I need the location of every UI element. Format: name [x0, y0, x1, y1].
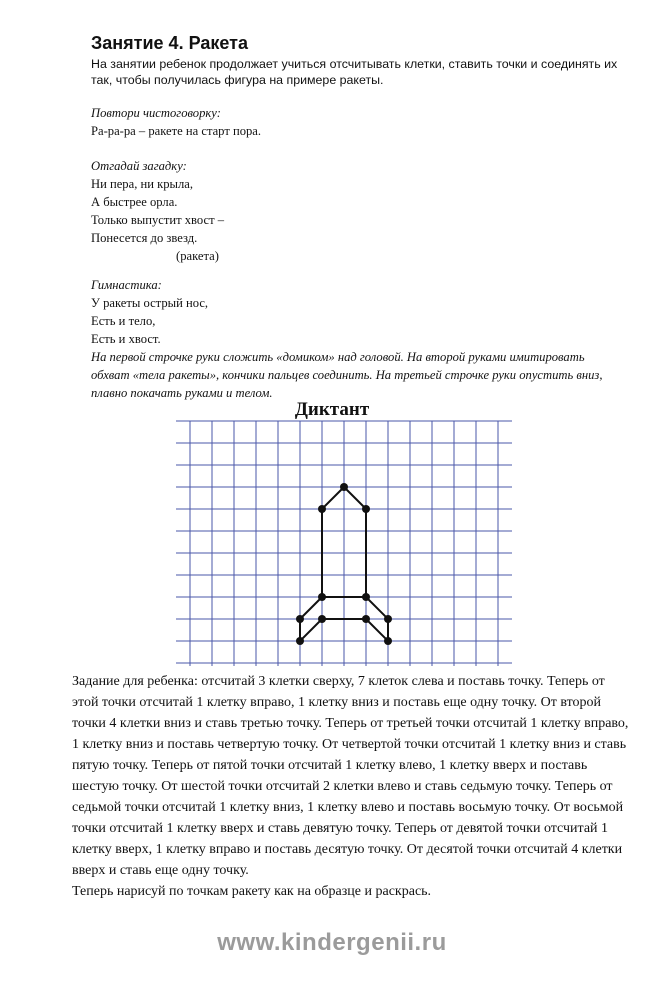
- dictant-grid: [175, 418, 515, 666]
- rocket-point: [384, 615, 392, 623]
- final-instruction: Теперь нарисуй по точкам ракету как на образце и раскрась.: [72, 884, 432, 899]
- riddle-line: Только выпустит хвост –: [91, 213, 225, 227]
- rocket-point: [384, 637, 392, 645]
- gymnastics-line: Есть и хвост.: [91, 332, 161, 346]
- dictant-title: Диктант: [294, 399, 370, 420]
- rocket-point: [362, 615, 370, 623]
- rocket-point: [296, 637, 304, 645]
- gymnastics-instructions: На первой строчке руки сложить «домиком» над головой. На второй руками имитировать обхват «тела ракеты», кончики пальцев соединить. На третьей строчке руки опустить вниз, плавно покачать руками и телом.: [91, 350, 603, 400]
- rocket-point: [318, 615, 326, 623]
- task-instructions: Задание для ребенка: отсчитай 3 клетки сверху, 7 клеток слева и поставь точку. Теперь от этой точки отсчитай 1 клетку вправо, 1 клетку вниз и поставь еще одну точку. От второй точки 4 клетки вниз и ставь третью точку. Теперь от третьей точки отсчитай 1 клетку вправо, 1 клетку вниз и поставь четвертую точку. От четвертой точки отсчитай 1 клетку вниз и ставь пятую точку. Теперь от пятой точки отсчитай 1 клетку влево, 1 клетку вверх и поставь шестую точку. От шестой точки отсчитай 2 клетки влево и ставь седьмую точку. Теперь от седьмой точки отсчитай 1 клетку вниз, 1 клетку влево и поставь восьмую точку. От восьмой точки отсчитай 1 клетку вверх и ставь девятую точку. Теперь от девятой точки отсчитай 1 клетку вверх, 1 клетку вправо и поставь десятую точку. От десятой точки отсчитай 4 клетки вверх и ставь еще одну точку.: [72, 674, 629, 878]
- tongue-twister-section: [91, 104, 261, 140]
- intro-text: На занятии ребенок продолжает учиться отсчитывать клетки, ставить точки и соединять их так, чтобы получилась фигура на примере ракеты.: [91, 57, 618, 87]
- rocket-point: [340, 483, 348, 491]
- riddle-line: Понесется до звезд.: [91, 231, 198, 245]
- riddle-answer: (ракета): [176, 249, 219, 263]
- gymnastics-section: [91, 276, 611, 402]
- riddle-section: [91, 157, 224, 265]
- rocket-point: [318, 505, 326, 513]
- riddle-heading: Отгадай загадку:: [91, 159, 187, 173]
- rocket-point: [362, 593, 370, 601]
- gymnastics-line: У ракеты острый нос,: [91, 296, 209, 310]
- rocket-point: [296, 615, 304, 623]
- rocket-point: [362, 505, 370, 513]
- tongue-twister-heading: Повтори чистоговорку:: [91, 106, 221, 120]
- gymnastics-line: Есть и тело,: [91, 314, 156, 328]
- tongue-twister-text: Ра-ра-ра – ракете на старт пора.: [91, 124, 262, 138]
- page-title: Занятие 4. Ракета: [91, 33, 248, 53]
- riddle-line: А быстрее орла.: [91, 195, 178, 209]
- task-text: [72, 671, 632, 902]
- rocket-point: [318, 593, 326, 601]
- gymnastics-heading: Гимнастика:: [91, 278, 162, 292]
- riddle-line: Ни пера, ни крыла,: [91, 177, 194, 191]
- site-footer-url: www.kindergenii.ru: [217, 929, 447, 956]
